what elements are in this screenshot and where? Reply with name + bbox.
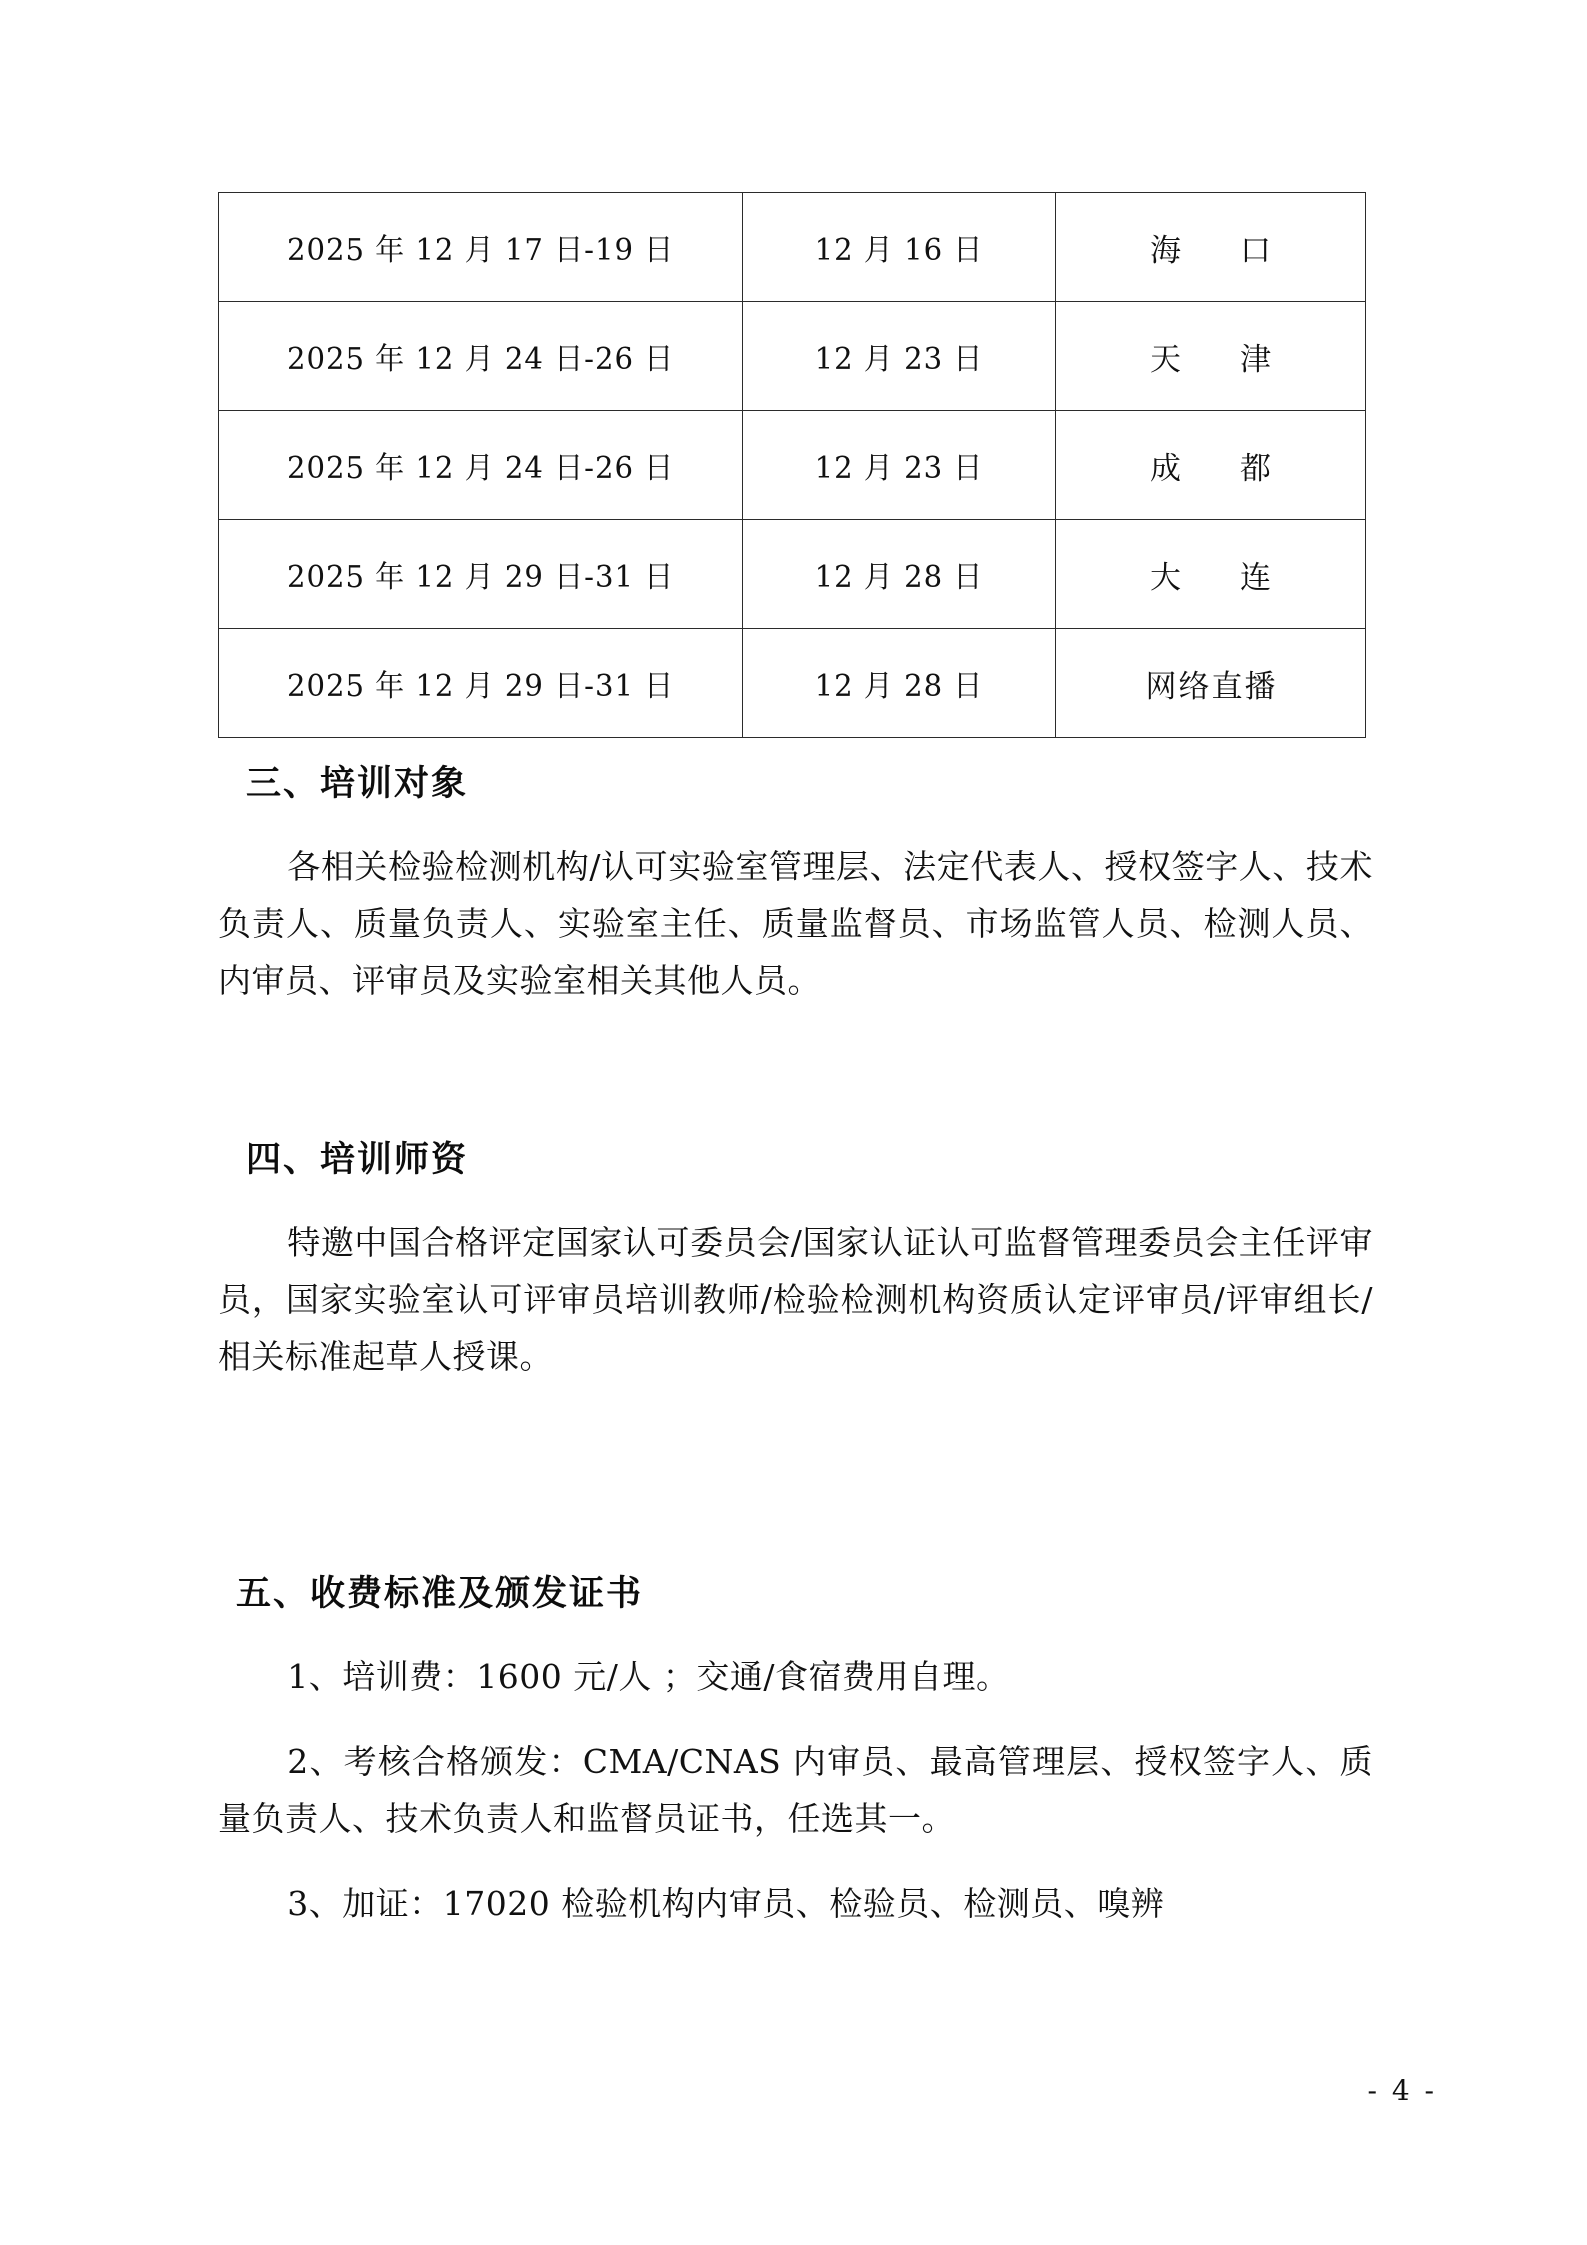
- report-date-text: 12 月 28 日: [814, 560, 984, 595]
- section-body-training-audience: 各相关检验检测机构/认可实验室管理层、法定代表人、授权签字人、技术负责人、质量负责人、实验室主任、质量监督员、市场监管人员、检测人员、内审员、评审员及实验室相关其他人员。: [218, 847, 1373, 1000]
- table-row: [219, 629, 1366, 738]
- fee-item-3: 3、加证：17020 检验机构内审员、检验员、检测员、嗅辨: [287, 1884, 1165, 1923]
- cell-city: [1056, 411, 1366, 520]
- table-row: [219, 411, 1366, 520]
- report-date-text: 12 月 16 日: [814, 233, 984, 268]
- cell-report-date: [743, 411, 1056, 520]
- city-text: 大 连: [1150, 559, 1285, 596]
- cell-report-date: [743, 193, 1056, 302]
- cell-training-dates: [219, 411, 743, 520]
- city-text: 天 津: [1150, 341, 1285, 378]
- cell-city: [1056, 520, 1366, 629]
- report-date-text: 12 月 28 日: [814, 669, 984, 704]
- city-text: 海 口: [1150, 232, 1285, 269]
- training-dates-text: 2025 年 12 月 29 日-31 日: [286, 560, 675, 595]
- cell-training-dates: [219, 302, 743, 411]
- cell-city: [1056, 302, 1366, 411]
- section-heading-training-audience: 三、培训对象: [246, 763, 469, 804]
- training-dates-text: 2025 年 12 月 24 日-26 日: [286, 342, 675, 377]
- training-dates-text: 2025 年 12 月 29 日-31 日: [286, 669, 675, 704]
- training-dates-text: 2025 年 12 月 17 日-19 日: [286, 233, 675, 268]
- cell-training-dates: [219, 520, 743, 629]
- city-text: 成 都: [1150, 450, 1285, 487]
- cell-city: [1056, 193, 1366, 302]
- cell-report-date: [743, 520, 1056, 629]
- cell-training-dates: [219, 629, 743, 738]
- cell-city: [1056, 629, 1366, 738]
- training-dates-text: 2025 年 12 月 24 日-26 日: [286, 451, 675, 486]
- section-heading-training-faculty: 四、培训师资: [246, 1139, 469, 1180]
- section-body-training-faculty: 特邀中国合格评定国家认可委员会/国家认证认可监督管理委员会主任评审员，国家实验室认可评审员培训教师/检验检测机构资质认定评审员/评审组长/相关标准起草人授课。: [218, 1223, 1373, 1376]
- report-date-text: 12 月 23 日: [814, 342, 984, 377]
- table-row: [219, 302, 1366, 411]
- cell-report-date: [743, 302, 1056, 411]
- table-row: [219, 520, 1366, 629]
- cell-training-dates: [219, 193, 743, 302]
- section-heading-fees-and-certificates: 五、收费标准及颁发证书: [236, 1573, 644, 1614]
- page-number: - 4 -: [1367, 2074, 1437, 2107]
- cell-report-date: [743, 629, 1056, 738]
- city-text: 网络直播: [1145, 668, 1278, 705]
- training-schedule-table: [218, 192, 1366, 738]
- report-date-text: 12 月 23 日: [814, 451, 984, 486]
- table-row: [219, 193, 1366, 302]
- fee-item-1: 1、培训费：1600 元/人 ；交通/食宿费用自理。: [287, 1657, 1010, 1696]
- fee-item-2: 2、考核合格颁发：CMA/CNAS 内审员、最高管理层、授权签字人、质量负责人、技术负责人和监督员证书，任选其一。: [218, 1742, 1373, 1838]
